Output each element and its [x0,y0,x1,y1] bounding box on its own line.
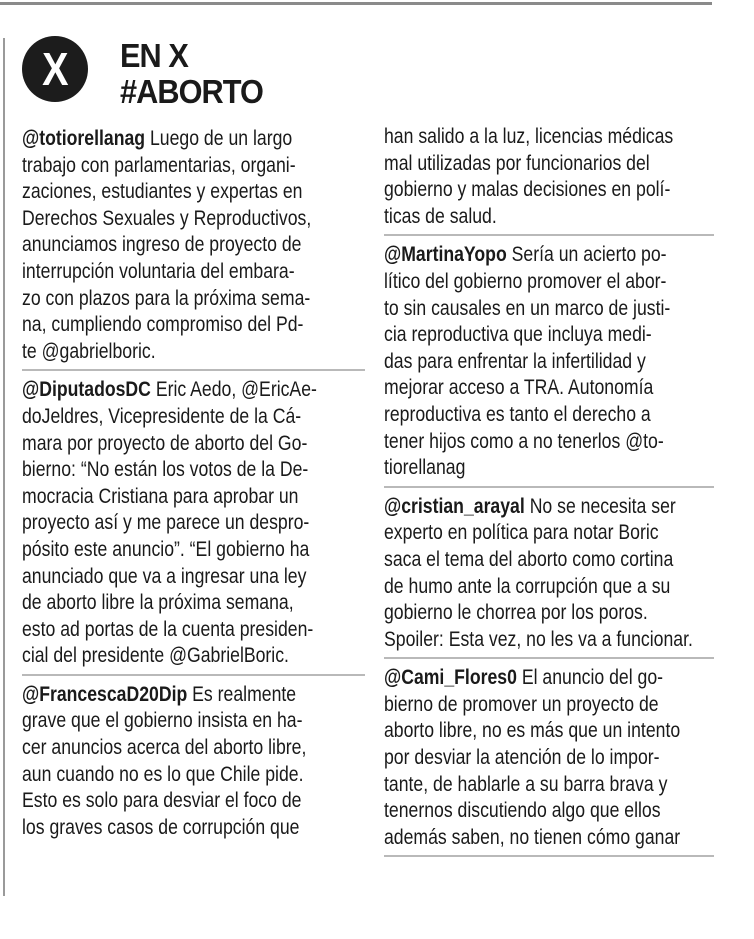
post-line: mejorar acceso a TRA. Autonomía [384,376,654,400]
post-line: mal utilizadas por funcionarios del [384,151,650,175]
post-line: por desviar la atención de lo impor- [384,746,660,770]
post-francescad20dip [22,682,365,846]
post-continuation [384,124,714,236]
left-column-rule [3,38,5,896]
post-line: trabajo con parlamentarias, organi- [22,153,296,177]
post-line: zaciones, estudiantes y expertas en [22,180,303,204]
post-handle: @Cami_Flores0 [384,666,517,690]
post-line: anunciamos ingreso de proyecto de [22,233,302,257]
post-line: pósito este anuncio”. “El gobierno ha [22,537,310,561]
post-line: cial del presidente @GabrielBoric. [22,644,289,668]
post-line: Esto es solo para desviar el foco de [22,789,302,813]
post-line: aun cuando no es lo que Chile pide. [22,762,304,786]
post-totiorellanag [22,126,365,371]
right-column [384,124,714,863]
post-line: anunciado que va a ingresar una ley [22,564,307,588]
post-line: tiorellanag [384,456,466,480]
post-line: saca el tema del aborto como cortina [384,547,674,571]
post-line: Spoiler: Esta vez, no les va a funcionar. [384,627,693,651]
post-handle: @MartinaYopo [384,243,507,267]
post-line: aborto libre, no es más que un intento [384,719,681,743]
post-line: @totiorellanag Luego de un largo [22,127,293,150]
post-line: doJeldres, Vicepresidente de la Cá- [22,404,302,428]
post-line: cia reproductiva que incluya medi- [384,323,652,347]
post-line: na, cumpliendo compromiso del Pd- [22,313,304,337]
post-line: los graves casos de corrupción que [22,815,300,839]
post-martinayopo [384,242,714,487]
post-line: de aborto libre la próxima semana, [22,591,294,615]
post-line: esto ad portas de la cuenta presiden- [22,617,314,641]
post-line: @cristian_arayal No se necesita ser [384,494,676,518]
post-handle: @FrancescaD20Dip [22,682,188,706]
post-cristian-arayal [384,494,714,660]
post-cami-flores0 [384,665,714,857]
post-line: grave que el gobierno insista en ha- [22,709,303,733]
post-line: to sin causales en un marco de justi- [384,296,671,320]
post-line: lítico del gobierno promover el abor- [384,269,667,293]
post-line: de humo ante la corrupción que a su [384,574,671,598]
post-line: bierno: “No están los votos de la De- [22,458,309,482]
post-line: han salido a la luz, licencias médicas [384,125,674,148]
left-column [22,126,365,851]
post-line: proyecto así y me parece un despro- [22,511,310,535]
post-line: Derechos Sexuales y Reproductivos, [22,206,312,230]
section-title-line2: #ABORTO [120,73,263,110]
post-line: @DiputadosDC Eric Aedo, @EricAe- [22,378,317,402]
section-title [120,38,263,110]
post-line: mocracia Cristiana para aprobar un [22,484,299,508]
post-line: bierno de promover un proyecto de [384,692,659,716]
post-diputadosdc [22,377,365,676]
post-line: tante, de hablarle a su barra brava y [384,772,668,796]
post-handle: @cristian_arayal [384,494,525,518]
post-line: te @gabrielboric. [22,339,156,363]
x-logo-icon: X [22,36,88,102]
post-line: @MartinaYopo Sería un acierto po- [384,243,667,267]
post-line: das para enfrentar la infertilidad y [384,349,646,373]
post-line: mara por proyecto de aborto del Go- [22,431,308,455]
post-line: además saben, no tienen cómo ganar [384,825,681,849]
post-line: ticas de salud. [384,204,497,228]
post-line: gobierno le chorrea por los poros. [384,601,648,625]
post-line: @Cami_Flores0 El anuncio del go- [384,666,664,690]
post-line: experto en política para notar Boric [384,521,659,545]
post-handle: @totiorellanag [22,127,146,150]
post-handle: @DiputadosDC [22,378,151,402]
post-line: interrupción voluntaria del embara- [22,259,295,283]
post-line: tener hijos como a no tenerlos @to- [384,429,664,453]
post-line: cer anuncios acerca del aborto libre, [22,736,307,760]
top-rule [0,2,712,5]
post-line: gobierno y malas decisiones en polí- [384,178,671,202]
post-line: tenernos discutiendo algo que ellos [384,799,661,823]
post-line: zo con plazos para la próxima sema- [22,286,311,310]
post-line: reproductiva es tanto el derecho a [384,402,651,426]
post-line: @FrancescaD20Dip Es realmente [22,682,297,706]
section-title-line1: EN X [120,37,188,74]
